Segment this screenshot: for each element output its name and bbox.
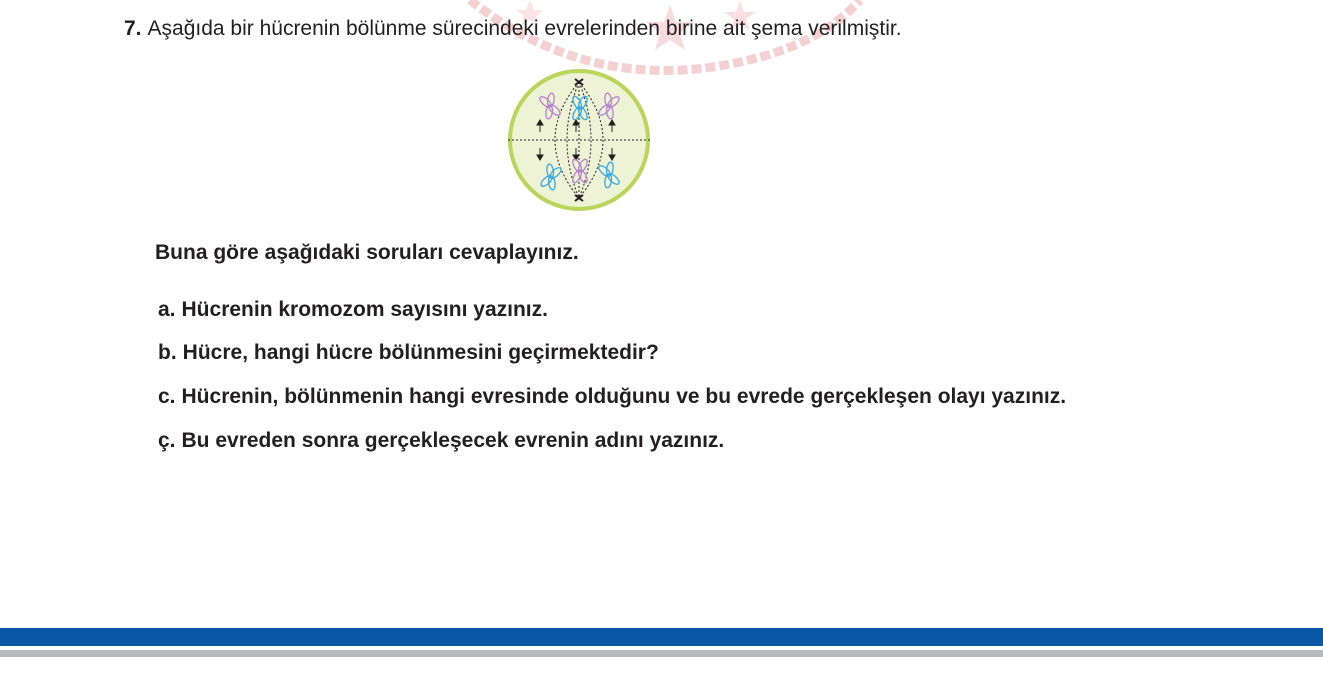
sub-question-cedilla: [158, 429, 724, 453]
sub-question-text: Hücrenin kromozom sayısını yazınız.: [181, 298, 548, 321]
sub-question-b: [158, 341, 659, 365]
instruction-text: Buna göre aşağıdaki soruları cevaplayınız.: [155, 241, 579, 264]
question-number: 7.: [124, 17, 142, 40]
footer-gray-bar: [0, 650, 1323, 657]
sub-question-letter: c.: [158, 385, 176, 408]
sub-question-a: [158, 298, 548, 322]
sub-question-text: Bu evreden sonra gerçekleşecek evrenin adını yazınız.: [181, 429, 725, 452]
question-text: Aşağıda bir hücrenin bölünme sürecindeki evrelerinden birine ait şema verilmiştir.: [147, 17, 902, 40]
cell-division-diagram: [503, 60, 655, 220]
question-7: [124, 17, 902, 41]
sub-question-letter: b.: [158, 341, 177, 364]
sub-question-c: [158, 385, 1066, 409]
sub-question-text: Hücrenin, bölünmenin hangi evresinde olduğunu ve bu evrede gerçekleşen olayı yazınız.: [181, 385, 1067, 408]
footer-blue-bar: [0, 628, 1323, 646]
sub-question-text: Hücre, hangi hücre bölünmesini geçirmektedir?: [182, 341, 659, 364]
sub-question-letter: ç.: [158, 429, 176, 452]
sub-question-letter: a.: [158, 298, 176, 321]
